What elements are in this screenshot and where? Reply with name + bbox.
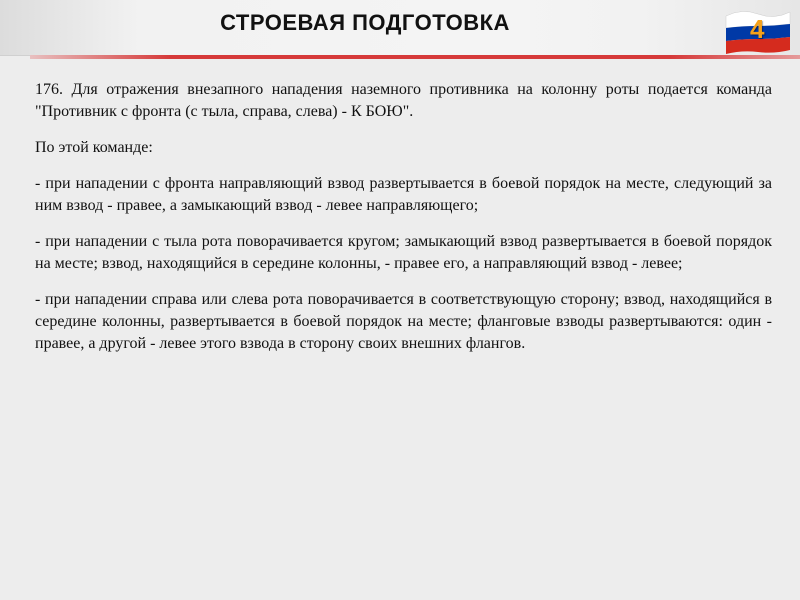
slide-body xyxy=(35,79,772,369)
paragraph-command: По этой команде: xyxy=(35,139,153,156)
slide-title: СТРОЕВАЯ ПОДГОТОВКА xyxy=(220,10,510,35)
paragraph-rear: - при нападении с тыла рота поворачивается кругом; замыкающий взвод развертывается в боевой порядок на месте; взвод, находящийся в середине колонны, - правее его, а направляющий взвод - левее; xyxy=(35,233,772,272)
slide-number: 4 xyxy=(750,14,765,44)
paragraph-front: - при нападении с фронта направляющий взвод развертывается в боевой порядок на месте, следующий за ним взвод - правее, а замыкающий взвод - левее направляющего; xyxy=(35,175,772,214)
header-divider xyxy=(30,55,800,59)
paragraph-intro: 176. Для отражения внезапного нападения наземного противника на колонну роты подается команда "Противник с фронта (с тыла, справа, слева) - К БОЮ". xyxy=(35,81,772,120)
slide-header xyxy=(0,0,800,56)
paragraph-flank: - при нападении справа или слева рота поворачивается в соответствующую сторону; взвод, находящийся в середине колонны, развертывается в боевой порядок на месте; фланговые взводы развертываются: один - правее, а другой - левее этого взвода в сторону своих внешних флангов. xyxy=(35,291,772,352)
